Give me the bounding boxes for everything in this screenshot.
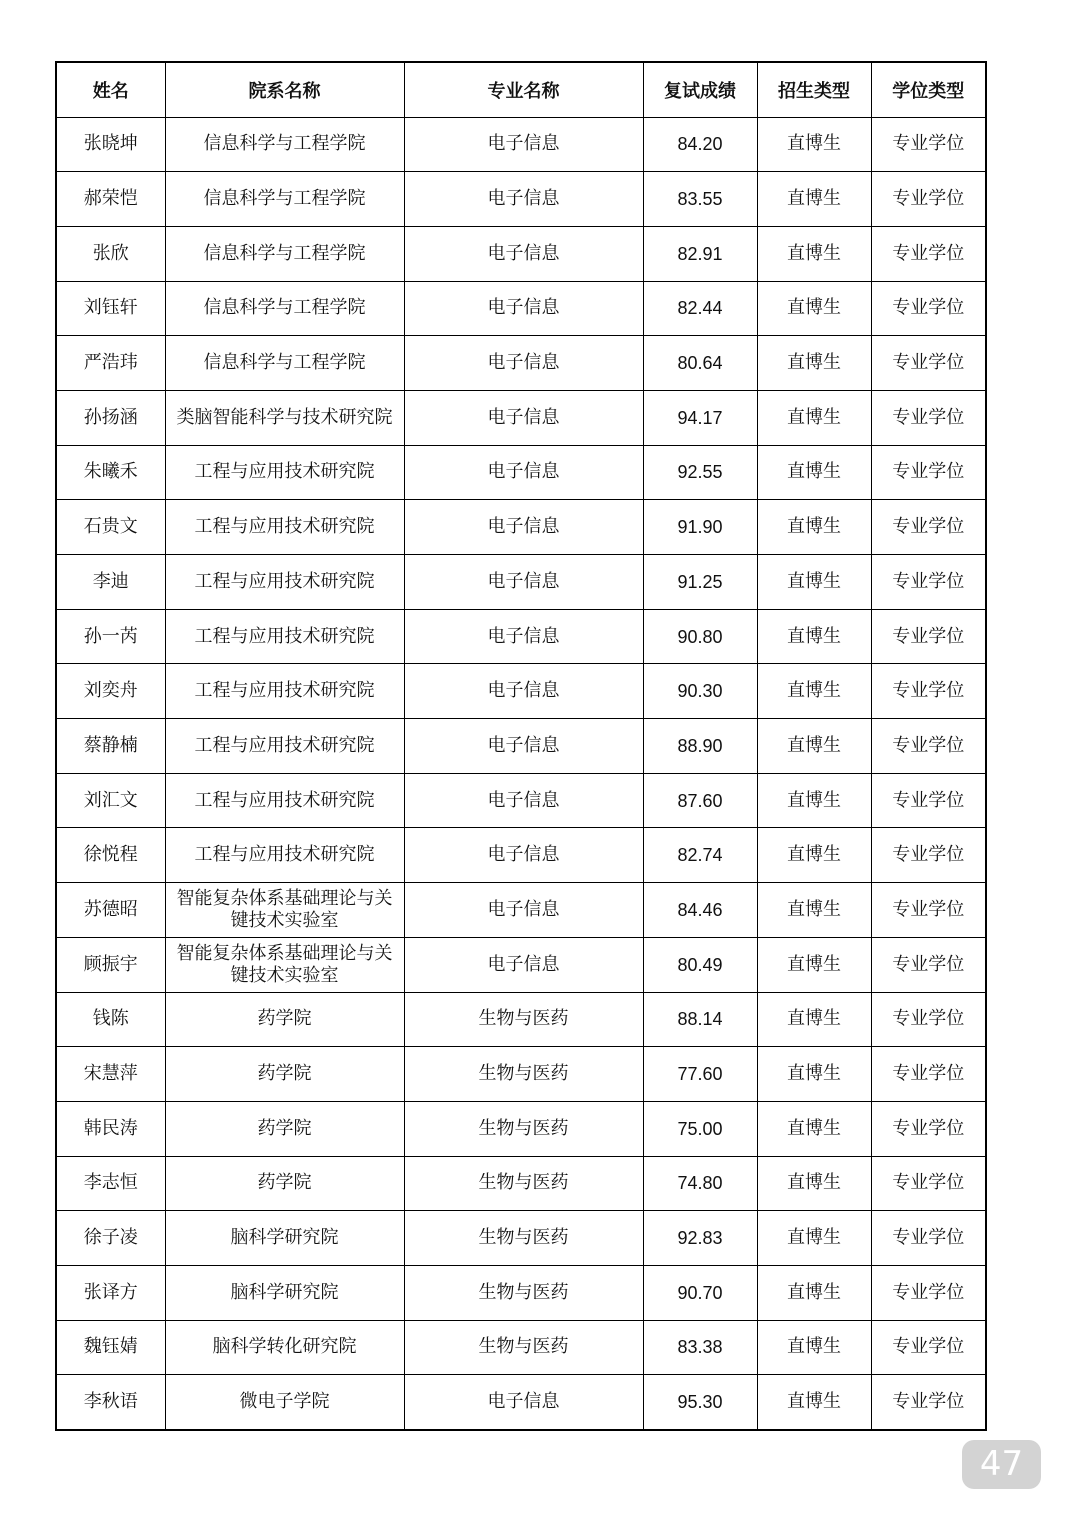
cell-name: 苏德昭 (56, 883, 165, 938)
cell-department: 信息科学与工程学院 (165, 117, 404, 172)
cell-degree-type: 专业学位 (871, 226, 986, 281)
cell-name: 韩民涛 (56, 1101, 165, 1156)
cell-department: 脑科学研究院 (165, 1265, 404, 1320)
cell-name: 钱陈 (56, 992, 165, 1047)
cell-score: 82.91 (643, 226, 757, 281)
table-row (56, 172, 986, 227)
table-row (56, 1101, 986, 1156)
cell-enrollment-type: 直博生 (757, 445, 871, 500)
cell-enrollment-type: 直博生 (757, 1320, 871, 1375)
cell-name: 顾振宇 (56, 937, 165, 992)
header-degree-type: 学位类型 (871, 62, 986, 117)
cell-major: 电子信息 (404, 226, 643, 281)
cell-name: 李秋语 (56, 1375, 165, 1430)
cell-major: 电子信息 (404, 719, 643, 774)
table-row (56, 281, 986, 336)
cell-name: 李迪 (56, 555, 165, 610)
cell-degree-type: 专业学位 (871, 500, 986, 555)
admissions-table (55, 61, 987, 1431)
header-major: 专业名称 (404, 62, 643, 117)
cell-enrollment-type: 直博生 (757, 664, 871, 719)
table-row (56, 883, 986, 938)
cell-name: 刘钰轩 (56, 281, 165, 336)
cell-major: 电子信息 (404, 883, 643, 938)
cell-name: 刘汇文 (56, 773, 165, 828)
cell-name: 孙扬涵 (56, 390, 165, 445)
cell-major: 生物与医药 (404, 1047, 643, 1102)
cell-department: 工程与应用技术研究院 (165, 719, 404, 774)
cell-enrollment-type: 直博生 (757, 1265, 871, 1320)
cell-major: 生物与医药 (404, 1101, 643, 1156)
cell-major: 电子信息 (404, 555, 643, 610)
cell-enrollment-type: 直博生 (757, 1047, 871, 1102)
cell-department: 工程与应用技术研究院 (165, 609, 404, 664)
cell-degree-type: 专业学位 (871, 555, 986, 610)
header-name: 姓名 (56, 62, 165, 117)
cell-name: 朱曦禾 (56, 445, 165, 500)
cell-score: 74.80 (643, 1156, 757, 1211)
cell-enrollment-type: 直博生 (757, 609, 871, 664)
table-row (56, 500, 986, 555)
table-body (56, 117, 986, 1430)
cell-name: 刘奕舟 (56, 664, 165, 719)
cell-score: 84.20 (643, 117, 757, 172)
table-row (56, 445, 986, 500)
cell-score: 90.30 (643, 664, 757, 719)
cell-degree-type: 专业学位 (871, 664, 986, 719)
table-row (56, 1265, 986, 1320)
cell-department: 信息科学与工程学院 (165, 336, 404, 391)
cell-degree-type: 专业学位 (871, 390, 986, 445)
cell-major: 生物与医药 (404, 1211, 643, 1266)
cell-degree-type: 专业学位 (871, 773, 986, 828)
cell-name: 徐悦程 (56, 828, 165, 883)
cell-degree-type: 专业学位 (871, 281, 986, 336)
cell-degree-type: 专业学位 (871, 937, 986, 992)
cell-name: 宋慧萍 (56, 1047, 165, 1102)
table-row (56, 390, 986, 445)
cell-department: 工程与应用技术研究院 (165, 828, 404, 883)
cell-enrollment-type: 直博生 (757, 1375, 871, 1430)
cell-department: 脑科学研究院 (165, 1211, 404, 1266)
cell-department: 信息科学与工程学院 (165, 226, 404, 281)
cell-degree-type: 专业学位 (871, 1211, 986, 1266)
cell-department: 工程与应用技术研究院 (165, 773, 404, 828)
cell-name: 郝荣恺 (56, 172, 165, 227)
table-row (56, 773, 986, 828)
cell-enrollment-type: 直博生 (757, 883, 871, 938)
cell-department: 脑科学转化研究院 (165, 1320, 404, 1375)
cell-department: 信息科学与工程学院 (165, 281, 404, 336)
cell-score: 91.90 (643, 500, 757, 555)
cell-score: 90.80 (643, 609, 757, 664)
cell-degree-type: 专业学位 (871, 992, 986, 1047)
cell-name: 蔡静楠 (56, 719, 165, 774)
cell-score: 94.17 (643, 390, 757, 445)
table-row (56, 336, 986, 391)
cell-score: 82.74 (643, 828, 757, 883)
cell-major: 电子信息 (404, 773, 643, 828)
cell-score: 95.30 (643, 1375, 757, 1430)
table-row (56, 226, 986, 281)
cell-department: 智能复杂体系基础理论与关键技术实验室 (165, 937, 404, 992)
admissions-table-container (55, 61, 985, 1431)
cell-major: 电子信息 (404, 609, 643, 664)
cell-score: 82.44 (643, 281, 757, 336)
cell-degree-type: 专业学位 (871, 172, 986, 227)
cell-enrollment-type: 直博生 (757, 719, 871, 774)
table-row (56, 992, 986, 1047)
cell-enrollment-type: 直博生 (757, 828, 871, 883)
header-score: 复试成绩 (643, 62, 757, 117)
table-row (56, 1375, 986, 1430)
cell-degree-type: 专业学位 (871, 1101, 986, 1156)
cell-name: 张译方 (56, 1265, 165, 1320)
cell-major: 电子信息 (404, 390, 643, 445)
table-row (56, 555, 986, 610)
cell-score: 75.00 (643, 1101, 757, 1156)
cell-enrollment-type: 直博生 (757, 1101, 871, 1156)
cell-degree-type: 专业学位 (871, 719, 986, 774)
cell-degree-type: 专业学位 (871, 445, 986, 500)
cell-major: 电子信息 (404, 117, 643, 172)
cell-degree-type: 专业学位 (871, 828, 986, 883)
cell-enrollment-type: 直博生 (757, 281, 871, 336)
cell-enrollment-type: 直博生 (757, 500, 871, 555)
table-header-row (56, 62, 986, 117)
header-department: 院系名称 (165, 62, 404, 117)
table-row (56, 719, 986, 774)
cell-name: 石贵文 (56, 500, 165, 555)
cell-enrollment-type: 直博生 (757, 1211, 871, 1266)
cell-major: 电子信息 (404, 445, 643, 500)
page-number-badge: 47 (962, 1440, 1041, 1489)
table-row (56, 609, 986, 664)
cell-department: 工程与应用技术研究院 (165, 500, 404, 555)
cell-department: 智能复杂体系基础理论与关键技术实验室 (165, 883, 404, 938)
cell-degree-type: 专业学位 (871, 609, 986, 664)
cell-major: 电子信息 (404, 500, 643, 555)
cell-department: 工程与应用技术研究院 (165, 664, 404, 719)
table-row (56, 1047, 986, 1102)
cell-major: 生物与医药 (404, 1320, 643, 1375)
cell-department: 工程与应用技术研究院 (165, 555, 404, 610)
table-row (56, 1320, 986, 1375)
cell-degree-type: 专业学位 (871, 336, 986, 391)
cell-score: 87.60 (643, 773, 757, 828)
cell-enrollment-type: 直博生 (757, 172, 871, 227)
cell-major: 生物与医药 (404, 1156, 643, 1211)
cell-name: 徐子凌 (56, 1211, 165, 1266)
cell-enrollment-type: 直博生 (757, 992, 871, 1047)
cell-department: 微电子学院 (165, 1375, 404, 1430)
cell-score: 83.38 (643, 1320, 757, 1375)
cell-name: 张晓坤 (56, 117, 165, 172)
cell-enrollment-type: 直博生 (757, 773, 871, 828)
cell-department: 药学院 (165, 1101, 404, 1156)
cell-degree-type: 专业学位 (871, 1320, 986, 1375)
cell-score: 90.70 (643, 1265, 757, 1320)
cell-enrollment-type: 直博生 (757, 390, 871, 445)
cell-score: 80.64 (643, 336, 757, 391)
cell-major: 电子信息 (404, 1375, 643, 1430)
cell-score: 88.90 (643, 719, 757, 774)
cell-major: 电子信息 (404, 937, 643, 992)
cell-enrollment-type: 直博生 (757, 336, 871, 391)
cell-major: 电子信息 (404, 336, 643, 391)
cell-enrollment-type: 直博生 (757, 1156, 871, 1211)
cell-department: 信息科学与工程学院 (165, 172, 404, 227)
cell-score: 80.49 (643, 937, 757, 992)
cell-department: 工程与应用技术研究院 (165, 445, 404, 500)
cell-department: 类脑智能科学与技术研究院 (165, 390, 404, 445)
cell-degree-type: 专业学位 (871, 883, 986, 938)
cell-major: 电子信息 (404, 664, 643, 719)
cell-major: 电子信息 (404, 172, 643, 227)
cell-enrollment-type: 直博生 (757, 226, 871, 281)
cell-score: 83.55 (643, 172, 757, 227)
cell-degree-type: 专业学位 (871, 1265, 986, 1320)
cell-score: 92.83 (643, 1211, 757, 1266)
cell-major: 生物与医药 (404, 1265, 643, 1320)
table-row (56, 1211, 986, 1266)
cell-name: 魏钰婧 (56, 1320, 165, 1375)
cell-enrollment-type: 直博生 (757, 117, 871, 172)
cell-name: 李志恒 (56, 1156, 165, 1211)
header-enrollment-type: 招生类型 (757, 62, 871, 117)
cell-department: 药学院 (165, 992, 404, 1047)
cell-name: 孙一芮 (56, 609, 165, 664)
cell-enrollment-type: 直博生 (757, 555, 871, 610)
cell-score: 84.46 (643, 883, 757, 938)
cell-degree-type: 专业学位 (871, 1156, 986, 1211)
cell-score: 77.60 (643, 1047, 757, 1102)
cell-name: 严浩玮 (56, 336, 165, 391)
cell-score: 92.55 (643, 445, 757, 500)
cell-score: 88.14 (643, 992, 757, 1047)
cell-department: 药学院 (165, 1047, 404, 1102)
cell-name: 张欣 (56, 226, 165, 281)
cell-major: 电子信息 (404, 281, 643, 336)
table-row (56, 664, 986, 719)
table-row (56, 828, 986, 883)
table-row (56, 937, 986, 992)
cell-major: 生物与医药 (404, 992, 643, 1047)
cell-department: 药学院 (165, 1156, 404, 1211)
cell-enrollment-type: 直博生 (757, 937, 871, 992)
cell-major: 电子信息 (404, 828, 643, 883)
cell-degree-type: 专业学位 (871, 1047, 986, 1102)
cell-score: 91.25 (643, 555, 757, 610)
table-row (56, 117, 986, 172)
cell-degree-type: 专业学位 (871, 1375, 986, 1430)
cell-degree-type: 专业学位 (871, 117, 986, 172)
table-row (56, 1156, 986, 1211)
